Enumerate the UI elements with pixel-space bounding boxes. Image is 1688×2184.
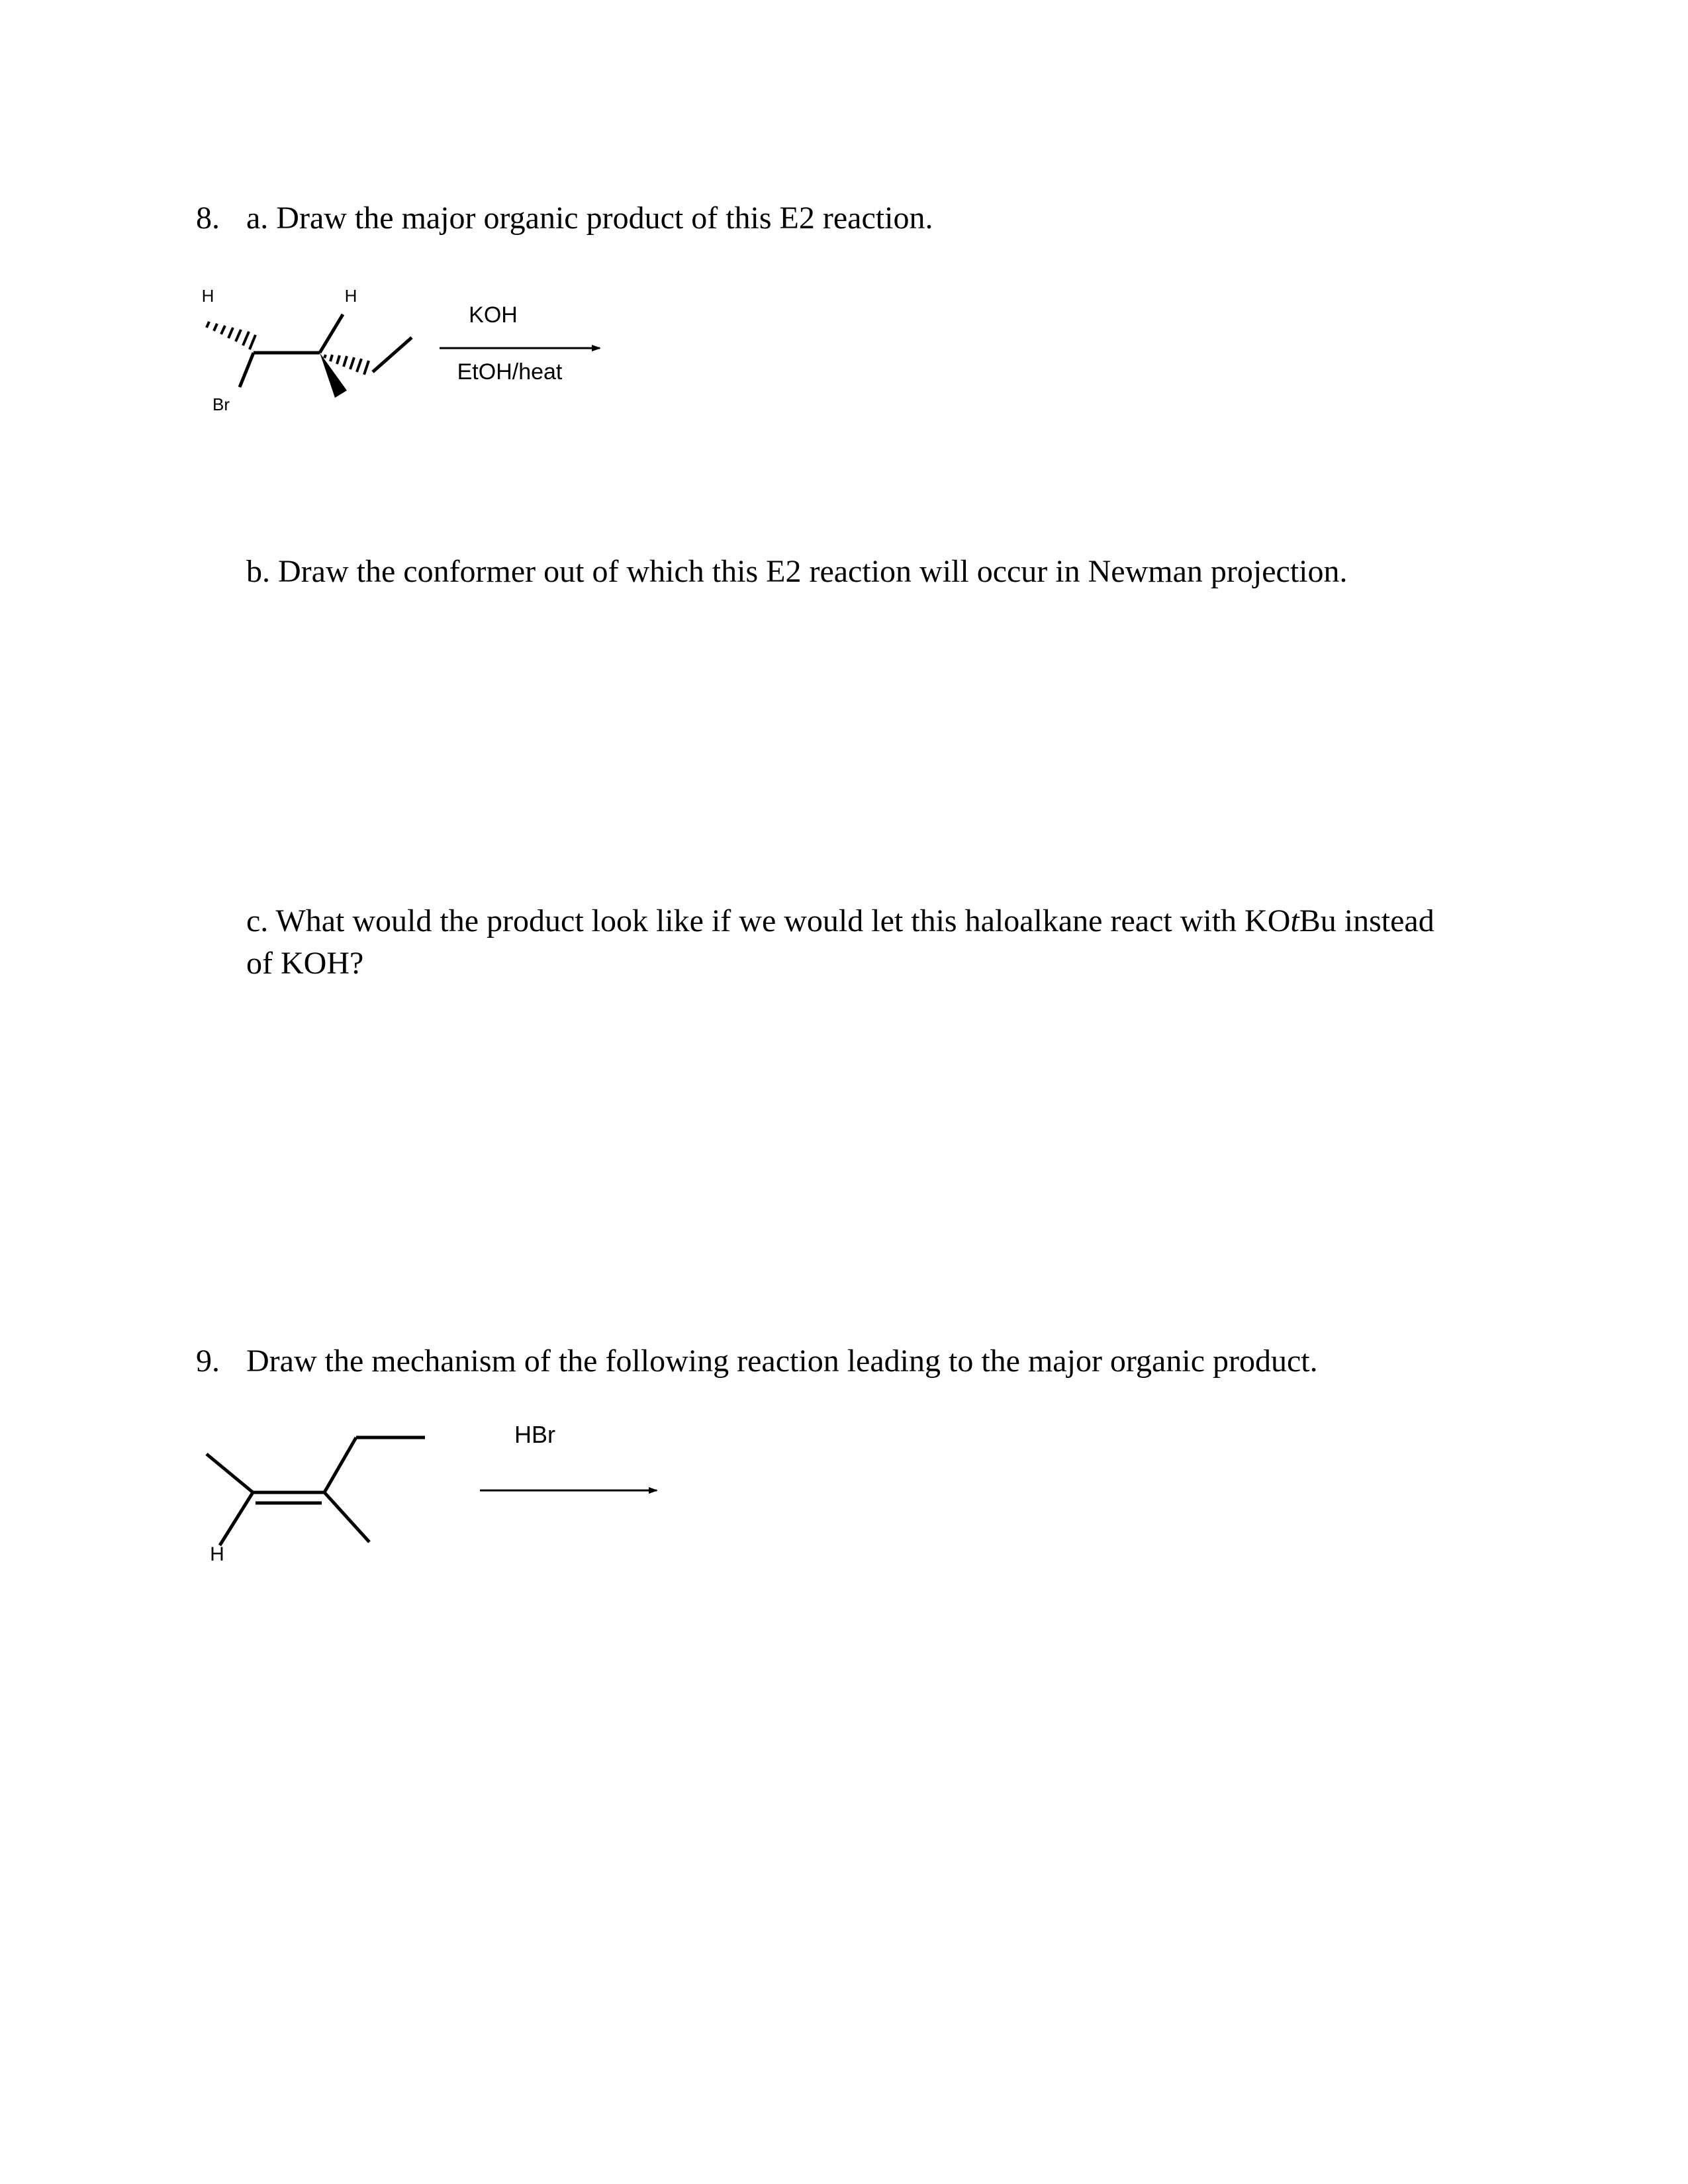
question-8-a — [196, 197, 933, 240]
question-9 — [196, 1340, 1318, 1383]
substrate-2-bromo-3-methylpentane — [202, 286, 412, 414]
atom-label-h2: H — [344, 286, 357, 306]
reaction-scheme-8 — [185, 278, 814, 424]
question-8c-text: c. What would the product look like if we would let this haloalkane react with KO — [246, 903, 1291, 938]
question-8c-line1 — [246, 900, 1504, 942]
reaction-scheme-9 — [192, 1416, 695, 1602]
question-8b-text: b. Draw the conformer out of which this E2 reaction will occur in Newman projection. — [246, 554, 1348, 589]
reagent-koh: KOH — [469, 302, 518, 328]
atom-label-h1: H — [201, 286, 214, 306]
atom-label-br: Br — [212, 394, 230, 414]
reagent-etoh-heat: EtOH/heat — [457, 359, 563, 385]
question-8-c — [246, 900, 1504, 985]
question-8c-italic-t: t — [1290, 903, 1299, 938]
hashed-wedge-bond-h1 — [207, 322, 256, 349]
substrate-3-methylpent-2-ene — [207, 1437, 425, 1545]
question-8a-text: a. Draw the major organic product of this E2 reaction. — [246, 201, 933, 236]
question-8-number: 8. — [196, 201, 220, 236]
question-8-b — [246, 551, 1348, 593]
reagent-hbr: HBr — [514, 1421, 555, 1448]
solid-wedge-bond-methyl — [320, 353, 347, 398]
question-9-text: Draw the mechanism of the following reaction leading to the major organic product. — [246, 1343, 1318, 1379]
atom-label-h: H — [210, 1543, 224, 1565]
question-9-number: 9. — [196, 1343, 220, 1379]
question-8c-line2: of KOH? — [246, 946, 364, 981]
question-8c-text-after: Bu instead — [1299, 903, 1434, 938]
